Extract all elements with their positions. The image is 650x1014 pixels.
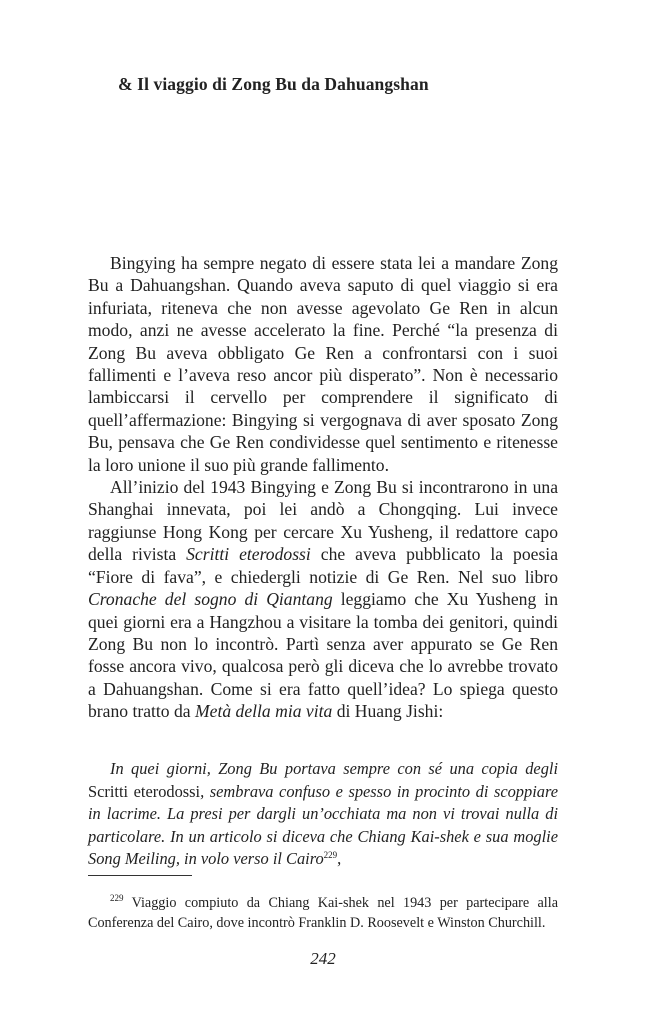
paragraph-2-text-4: di Huang Jishi: <box>332 701 444 722</box>
footnote-number: 229 <box>110 893 124 903</box>
footnote-text: Viaggio compiuto da Chiang Kai-shek nel 1943 per partecipare alla Conferenza del Cairo, dove incontrò Franklin D. Roosevelt e Winston Churchill. <box>88 895 558 931</box>
paragraph-2-italic-3: Metà della mia vita <box>195 701 333 722</box>
quote-text-3: , <box>337 849 342 868</box>
quote-text-2: , sembrava confuso e spesso in procinto di scoppiare in lacrime. La presi per dargli un’occhiata ma non vi trovai nulla di particolare. In un articolo si diceva che Chiang Kai-shek e sua moglie Song Meiling, in volo verso il Cairo <box>88 781 558 868</box>
paragraph-2-text-2: che aveva pubblicato la poesia “Fiore di fava”, e chiedergli notizie di Ge Ren. Nel suo libro <box>88 544 558 587</box>
footnote-divider <box>88 875 192 876</box>
paragraph-2-italic-2: Cronache del sogno di Qiantang <box>88 589 333 610</box>
page-number: 242 <box>310 949 336 968</box>
quote-roman-title: Scritti eterodossi <box>88 781 201 801</box>
paragraph-2-italic-1: Scritti eterodossi <box>186 544 311 565</box>
block-quote <box>88 758 558 871</box>
quote-paragraph <box>88 758 558 871</box>
paragraph-2-text-1: All’inizio del 1943 Bingying e Zong Bu si incontrarono in una Shanghai innevata, poi lei andò a Chongqing. Lui invece raggiunse Hong Kong per cercare Xu Yusheng, il redattore capo della rivista <box>88 477 558 565</box>
paragraph-2 <box>88 476 558 722</box>
chapter-heading: & Il viaggio di Zong Bu da Dahuangshan <box>118 74 429 94</box>
footnote-paragraph <box>88 893 558 933</box>
footnote-reference: 229 <box>323 850 338 860</box>
paragraph-1: Bingying ha sempre negato di essere stata lei a mandare Zong Bu a Dahuangshan. Quando aveva saputo di quel viaggio si era infuriata, riteneva che non avesse agevolato Ge Ren in alcun modo, anzi ne avesse accelerato la fine. Perché “la presenza di Zong Bu aveva obbligato Ge Ren a confrontarsi con i suoi fallimenti e l’aveva reso ancor più disperato”. Non è necessario lambiccarsi il cervello per comprendere il significato di quell’affermazione: Bingying si vergognava di aver sposato Zong Bu, pensava che Ge Ren condividesse quel sentimento e ritenesse la loro unione il suo più grande fallimento. <box>88 253 558 475</box>
main-text <box>88 252 558 723</box>
footnote <box>88 893 558 933</box>
paragraph-2-text-3: leggiamo che Xu Yusheng in quei giorni era a Hangzhou a visitare la tomba dei genitori, quindi Zong Bu non lo incontrò. Partì senza aver appurato se Ge Ren fosse ancora vivo, qualcosa però gli diceva che lo avrebbe trovato a Dahuangshan. Come si era fatto quell’idea? Lo spiega questo brano tratto da <box>88 589 558 722</box>
quote-text-1: In quei giorni, Zong Bu portava sempre con sé una copia degli <box>110 759 558 778</box>
